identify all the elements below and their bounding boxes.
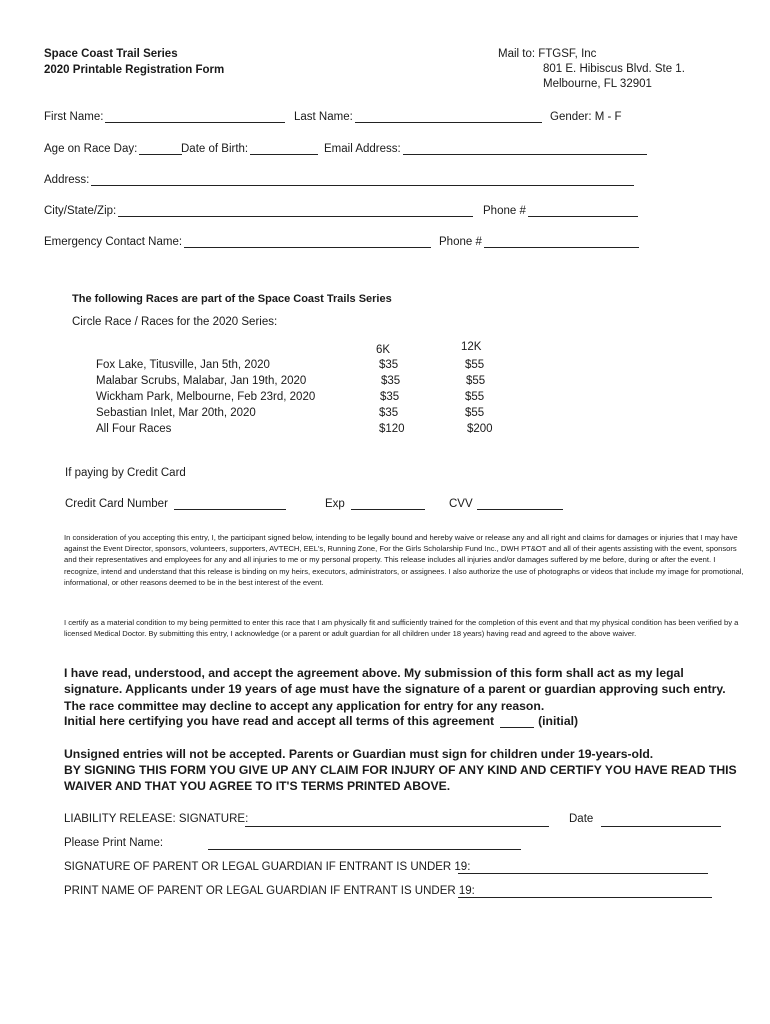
initial-line[interactable] — [500, 716, 534, 728]
series-title: Space Coast Trail Series — [44, 48, 178, 60]
first-name-line[interactable] — [105, 111, 285, 123]
dob-line[interactable] — [250, 143, 318, 155]
initial-suffix: (initial) — [538, 714, 579, 728]
race-price-12k[interactable]: $55 — [465, 391, 485, 403]
city-state-zip-line[interactable] — [118, 205, 473, 217]
col-12k-header: 12K — [461, 341, 482, 353]
race-name: Fox Lake, Titusville, Jan 5th, 2020 — [96, 359, 270, 371]
emergency-contact-field[interactable] — [44, 236, 431, 248]
race-price-12k[interactable]: $55 — [466, 375, 486, 387]
last-name-field[interactable] — [294, 111, 542, 123]
age-field[interactable] — [44, 143, 182, 155]
race-row[interactable] — [96, 391, 315, 403]
print-name-label: Please Print Name: — [64, 837, 164, 849]
address-field[interactable] — [44, 174, 634, 186]
exp-line[interactable] — [351, 498, 425, 510]
phone-line[interactable] — [528, 205, 638, 217]
card-number-field[interactable] — [65, 498, 286, 510]
race-price-12k[interactable]: $200 — [467, 423, 493, 435]
address-label: Address: — [44, 174, 90, 186]
last-name-line[interactable] — [355, 111, 542, 123]
race-price-12k[interactable]: $55 — [465, 407, 485, 419]
cvv-line[interactable] — [477, 498, 563, 510]
gender-field[interactable]: Gender: M - F — [550, 111, 622, 123]
dob-label: Date of Birth: — [181, 143, 249, 155]
age-line[interactable] — [139, 143, 182, 155]
mail-to: Mail to: FTGSF, Inc — [498, 48, 597, 60]
parent-print-name-line[interactable] — [458, 897, 712, 898]
race-name: Wickham Park, Melbourne, Feb 23rd, 2020 — [96, 391, 316, 403]
emergency-contact-line[interactable] — [184, 236, 431, 248]
unsigned-warning: Unsigned entries will not be accepted. Parents or Guardian must sign for children under 19-years-old. — [64, 747, 654, 761]
phone-field[interactable] — [483, 205, 638, 217]
races-heading: The following Races are part of the Space Coast Trails Series — [72, 293, 392, 305]
mail-address-line2: Melbourne, FL 32901 — [543, 78, 652, 90]
form-title: 2020 Printable Registration Form — [44, 64, 225, 76]
liability-signature-line[interactable] — [245, 826, 549, 827]
exp-label: Exp — [325, 498, 345, 510]
race-row[interactable] — [96, 359, 270, 371]
city-state-zip-label: City/State/Zip: — [44, 205, 117, 217]
exp-field[interactable] — [325, 498, 425, 510]
race-name: Malabar Scrubs, Malabar, Jan 19th, 2020 — [96, 375, 307, 387]
date-label: Date — [569, 813, 594, 825]
race-price-6k[interactable]: $35 — [379, 359, 399, 371]
age-label: Age on Race Day: — [44, 143, 138, 155]
race-price-6k[interactable]: $35 — [381, 375, 401, 387]
email-line[interactable] — [403, 143, 647, 155]
dob-field[interactable] — [181, 143, 318, 155]
race-row[interactable] — [96, 407, 256, 419]
race-name: Sebastian Inlet, Mar 20th, 2020 — [96, 407, 256, 419]
race-row[interactable] — [96, 375, 306, 387]
parent-signature-line[interactable] — [458, 873, 708, 874]
initial-field[interactable] — [64, 714, 578, 728]
parent-signature-label: SIGNATURE OF PARENT OR LEGAL GUARDIAN IF ENTRANT IS UNDER 19: — [64, 861, 471, 873]
parent-print-name-label: PRINT NAME OF PARENT OR LEGAL GUARDIAN IF ENTRANT IS UNDER 19: — [64, 885, 475, 897]
give-up-claims-warning: BY SIGNING THIS FORM YOU GIVE UP ANY CLAIM FOR INJURY OF ANY KIND AND CERTIFY YOU HAVE READ THIS WAIVER AND THAT YOU AGREE TO IT'S TERMS PRINTED ABOVE. — [64, 763, 737, 794]
emergency-phone-line[interactable] — [484, 236, 639, 248]
cvv-label: CVV — [449, 498, 473, 510]
phone-label: Phone # — [483, 205, 526, 217]
date-line[interactable] — [601, 826, 721, 827]
cvv-field[interactable] — [449, 498, 563, 510]
race-price-6k[interactable]: $35 — [379, 407, 399, 419]
print-name-line[interactable] — [208, 849, 521, 850]
agreement-text: I have read, understood, and accept the agreement above. My submission of this form shall act as my legal signature. Applicants under 19 years of age must have the signature of a parent or guardian approving such entry. The race committee may decline to accept any application for entry for any reason. — [64, 666, 726, 713]
payment-heading: If paying by Credit Card — [65, 467, 186, 479]
first-name-label: First Name: — [44, 111, 104, 123]
email-field[interactable] — [324, 143, 647, 155]
city-state-zip-field[interactable] — [44, 205, 473, 217]
email-label: Email Address: — [324, 143, 401, 155]
emergency-phone-field[interactable] — [439, 236, 639, 248]
first-name-field[interactable] — [44, 111, 285, 123]
race-price-6k[interactable]: $120 — [379, 423, 405, 435]
card-number-label: Credit Card Number — [65, 498, 168, 510]
address-line[interactable] — [91, 174, 634, 186]
race-price-12k[interactable]: $55 — [465, 359, 485, 371]
waiver-text: In consideration of you accepting this entry, I, the participant signed below, intending to be legally bound and hereby waive or release any and all right and claims for damages or injuries that I may have against the Event Director, sponsors, volunteers, supporters, AVTECH, EEL's, Running Zone, For the Girls Scholarship Fund Inc., DWH PT&OT and all of their agents assisting with the event, sponsors and their representatives and employees for any and all injuries to me or my personal property. This release includes all injuries and/or damages suffered by me before, during or after the event. I recognize, intend and understand that this release is binding on my heirs, executors, administrators, or assignees. I also authorize the use of photographs or videos that include my image for promotional, informational, or other reasons deemed to be in the best interest of the event. — [64, 533, 744, 587]
race-name: All Four Races — [96, 423, 172, 435]
emergency-contact-label: Emergency Contact Name: — [44, 236, 183, 248]
race-price-6k[interactable]: $35 — [380, 391, 400, 403]
last-name-label: Last Name: — [294, 111, 353, 123]
initial-label: Initial here certifying you have read and accept all terms of this agreement — [64, 714, 495, 728]
race-row[interactable] — [96, 423, 171, 435]
emergency-phone-label: Phone # — [439, 236, 482, 248]
liability-signature-label: LIABILITY RELEASE: SIGNATURE: — [64, 813, 249, 825]
races-instruction: Circle Race / Races for the 2020 Series: — [72, 316, 278, 328]
medical-certification-text: I certify as a material condition to my being permitted to enter this race that I am physically fit and sufficiently trained for the completion of this event and that my physical condition has been verified by a licensed Medical Doctor. By submitting this entry, I acknowledge (or a parent or adult guardian for all children under 18 years) having read and agreed to the above waiver. — [64, 618, 739, 639]
col-6k-header: 6K — [376, 344, 391, 356]
card-number-line[interactable] — [174, 498, 286, 510]
mail-address-line1: 801 E. Hibiscus Blvd. Ste 1. — [543, 63, 685, 75]
